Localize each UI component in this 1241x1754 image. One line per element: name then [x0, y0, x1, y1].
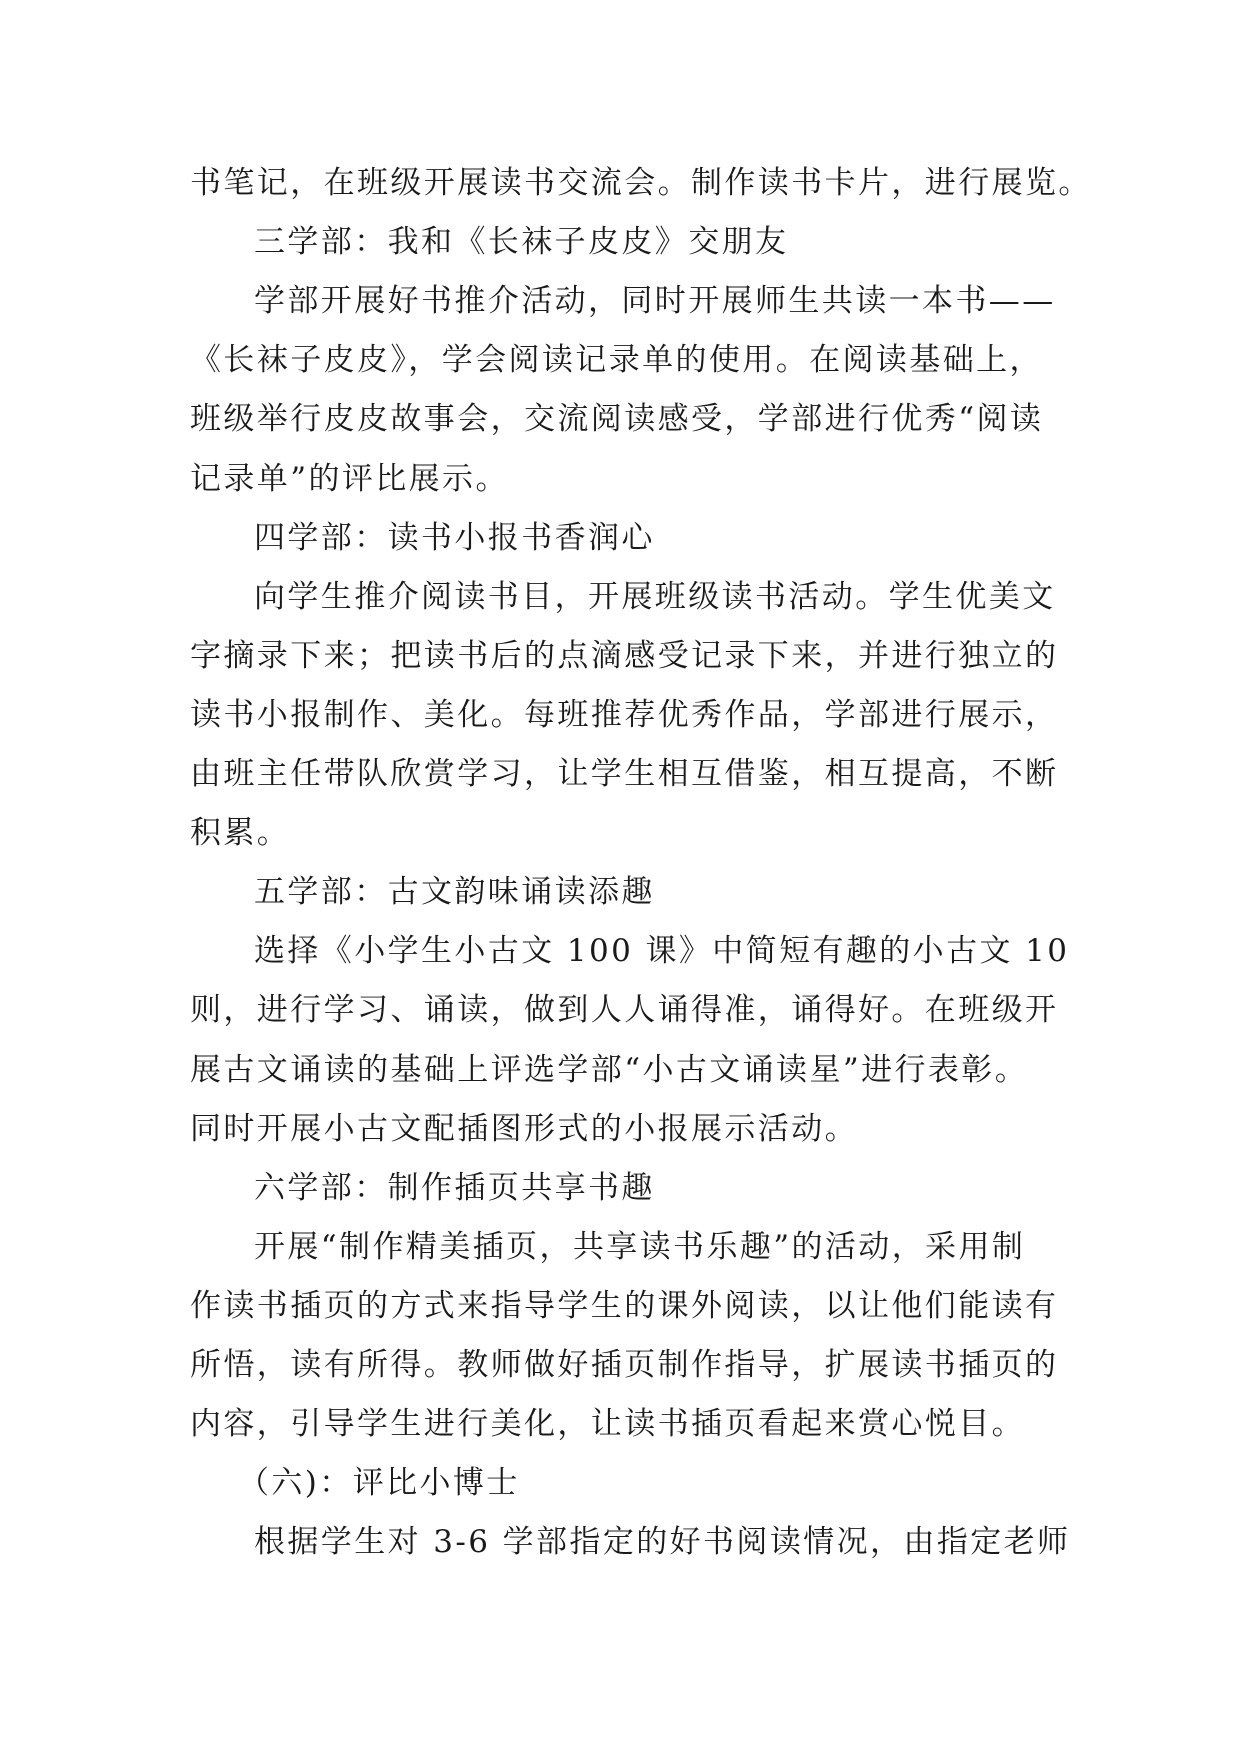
paragraph-line: 展古文诵读的基础上评选学部“小古文诵读星”进行表彰。: [190, 1051, 1029, 1088]
section-heading: （六)：评比小博士: [238, 1465, 520, 1502]
paragraph-line: 内容，引导学生进行美化，让读书插页看起来赏心悦目。: [190, 1406, 1025, 1443]
section-heading: 六学部：制作插页共享书趣: [254, 1169, 655, 1206]
paragraph-line: 开展“制作精美插页，共享读书乐趣”的活动，采用制: [254, 1228, 1026, 1265]
paragraph-line: 则，进行学习、诵读，做到人人诵得准，诵得好。在班级开: [190, 992, 1059, 1029]
section-heading: 三学部：我和《长袜子皮皮》交朋友: [254, 224, 789, 261]
paragraph-line: 读书小报制作、美化。每班推荐优秀作品，学部进行展示，: [190, 696, 1059, 733]
paragraph-line: 字摘录下来；把读书后的点滴感受记录下来，并进行独立的: [190, 637, 1059, 674]
paragraph-line: 由班主任带队欣赏学习，让学生相互借鉴，相互提高，不断: [190, 756, 1059, 792]
paragraph-line: 同时开展小古文配插图形式的小报展示活动。: [190, 1110, 858, 1147]
paragraph-line: 选择《小学生小古文 100 课》中简短有趣的小古文 10: [254, 933, 1070, 970]
paragraph-line: 书笔记，在班级开展读书交流会。制作读书卡片，进行展览。: [190, 165, 1092, 201]
paragraph-line: 学部开展好书推介活动，同时开展师生共读一本书——: [254, 283, 1056, 320]
paragraph-line: 积累。: [190, 815, 291, 852]
paragraph-line: 根据学生对 3-6 学部指定的好书阅读情况，由指定老师: [254, 1524, 1071, 1561]
section-heading: 五学部：古文韵味诵读添趣: [254, 874, 655, 911]
paragraph-line: 记录单”的评比展示。: [190, 460, 509, 497]
paragraph-line: 向学生推介阅读书目，开展班级读书活动。学生优美文: [254, 578, 1056, 615]
paragraph-line: 所悟，读有所得。教师做好插页制作指导，扩展读书插页的: [190, 1347, 1059, 1383]
paragraph-line: 作读书插页的方式来指导学生的课外阅读，以让他们能读有: [190, 1287, 1059, 1324]
paragraph-line: 班级举行皮皮故事会，交流阅读感受，学部进行优秀“阅读: [190, 401, 1044, 438]
paragraph-line: 《长袜子皮皮》，学会阅读记录单的使用。在阅读基础上，: [190, 342, 1043, 379]
section-heading: 四学部：读书小报书香润心: [254, 519, 655, 556]
